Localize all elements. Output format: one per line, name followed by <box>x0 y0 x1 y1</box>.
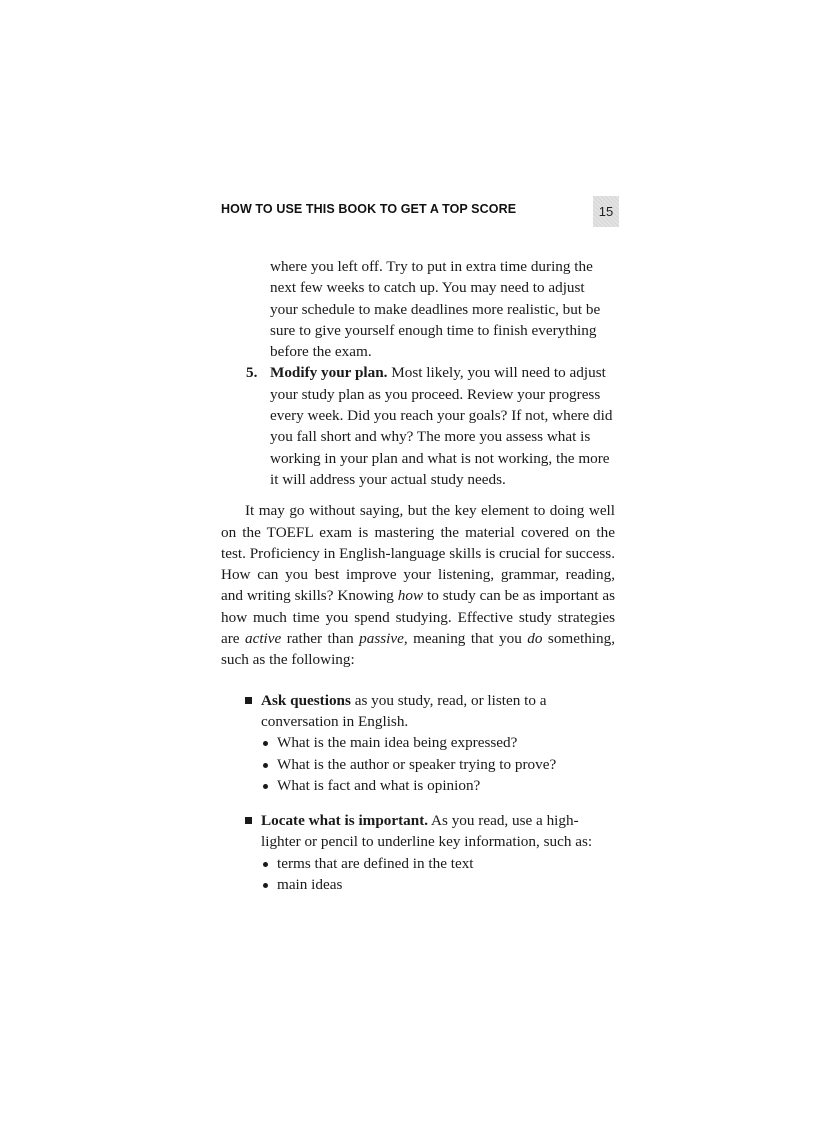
square-bullet-icon <box>245 697 252 704</box>
sub-item-text: terms that are defined in the text <box>277 854 474 872</box>
strategy-title: Locate what is important. <box>261 812 429 830</box>
bullet-dot-icon <box>263 784 268 789</box>
step-5-title: Modify your plan. <box>270 364 388 382</box>
sub-list-item <box>261 853 615 874</box>
step-4-continuation: where you left off. Try to put in extra time during the next few weeks to catch up. You may need to adjust your schedule to make deadlines more realistic, but be sure to give yourself enough time to finish everything before the exam. <box>270 258 601 361</box>
question-sublist <box>261 732 615 796</box>
bullet-dot-icon <box>263 741 268 746</box>
step-5-number: 5. <box>246 364 258 382</box>
sub-item-text: What is fact and what is opinion? <box>277 776 481 794</box>
paragraph-text-4: meaning that you <box>407 630 528 648</box>
emphasis-passive: passive, <box>359 630 408 648</box>
step-5-text: Most likely, you will need to adjust your study plan as you proceed. Review your progress every week. Did you reach your goals? If not, where did you fall short and why? The more you assess what is working in your plan and what is not working, the more it will address your actual study needs. <box>270 364 613 488</box>
sub-item-text: main ideas <box>277 876 343 894</box>
emphasis-active: active <box>244 630 282 648</box>
bullet-dot-icon <box>263 862 268 867</box>
bullet-dot-icon <box>263 883 268 888</box>
strategy-text: as you study, read, or listen to a conversation in English. <box>261 691 547 730</box>
study-strategies-paragraph <box>221 500 615 670</box>
emphasis-do: do <box>527 630 543 648</box>
square-bullet-icon <box>245 817 252 824</box>
key-info-sublist <box>261 853 615 896</box>
strategy-title: Ask questions <box>261 691 351 709</box>
running-head-title: HOW TO USE THIS BOOK TO GET A TOP SCORE <box>221 202 517 216</box>
sub-item-text: What is the main idea being expressed? <box>277 734 518 752</box>
running-header <box>221 196 619 227</box>
paragraph-text-2: to study can be as important as how much time you spend studying. Effective study strategies are <box>221 587 615 648</box>
sub-list-item <box>261 775 615 796</box>
paragraph-text-5: something, such as the following: <box>221 630 615 669</box>
bullet-dot-icon <box>263 763 268 768</box>
sub-list-item <box>261 732 615 753</box>
paragraph-text-1: It may go without saying, but the key element to doing well on the TOEFL exam is mastering the material covered on the test. Proficiency in English-language skills is crucial for success. How can you best improve your listening, grammar, reading, and writing skills? Knowing <box>221 502 615 605</box>
page-body <box>221 256 615 909</box>
sub-item-text: What is the author or speaker trying to prove? <box>277 755 557 773</box>
paragraph-text-3: rather than <box>281 630 360 648</box>
page-number-box: 15 <box>593 196 619 227</box>
sub-list-item <box>261 874 615 895</box>
strategy-list <box>221 690 615 896</box>
strategy-locate-important <box>261 810 615 895</box>
strategy-ask-questions <box>261 690 615 796</box>
step-5-item <box>246 362 615 490</box>
sub-list-item <box>261 754 615 775</box>
emphasis-how: how <box>397 587 424 605</box>
strategy-text: As you read, use a high-lighter or pencil to underline key information, such as: <box>261 812 593 851</box>
